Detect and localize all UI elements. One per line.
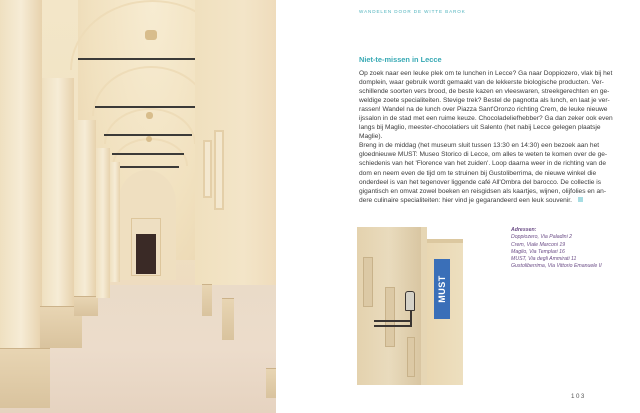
running-head: WANDELEN DOOR DE WITTE BAROK <box>359 9 466 14</box>
wall-window <box>214 130 224 210</box>
must-street-photo <box>357 227 463 385</box>
page-number: 103 <box>571 393 586 400</box>
stone-block <box>222 298 234 340</box>
address-item: Gustoliberrima, Via Vittorio Emanuele II <box>511 263 602 270</box>
end-of-article-marker-icon <box>578 197 583 202</box>
body-line: onderdeel is van het tegenover liggende café All'Ombra del barocco. De collectie is <box>359 178 602 186</box>
tie-rod <box>95 106 203 108</box>
street-lamp-icon <box>405 291 415 311</box>
lamp-pole <box>410 311 412 325</box>
facade-window <box>407 337 415 377</box>
ceiling-ornament <box>146 112 153 119</box>
ceiling-ornament <box>146 136 152 142</box>
facade-window <box>385 287 395 347</box>
body-line: weldige zoete specialiteiten. Stevige trek? Bestel de pagnotta als lunch, en laat je ver- <box>359 97 610 105</box>
address-item: MUST, Via degli Ammirati 11 <box>511 256 577 263</box>
body-line: schiedenis van het 'Florence van het zuiden'. Loop daarna weer in de richting van de <box>359 160 607 168</box>
column <box>74 120 96 310</box>
facade-window <box>363 257 373 307</box>
addresses-box <box>511 227 602 271</box>
body-line: domplein, waar gebruik wordt gemaakt van de lekkerste biologische producten. Ver- <box>359 79 604 87</box>
body-line-text: dere culinaire specialiteiten: hier vind je gegarandeerd een leuk souvenir. <box>359 196 572 204</box>
body-line: gloednieuwe MUST: Museo Storico di Lecce, om alles te weten te komen over de ge- <box>359 151 608 159</box>
column-base <box>0 348 50 408</box>
addresses-heading: Adressen: <box>511 227 537 233</box>
banner-text: MUST <box>437 275 447 303</box>
column <box>110 162 120 282</box>
address-item: Maglio, Via Templari 16 <box>511 248 565 255</box>
body-text <box>359 69 629 205</box>
arcade-photo <box>0 0 276 413</box>
wall-window <box>203 140 212 198</box>
column-base <box>74 296 98 316</box>
body-line: ijssalon in de stad met een ruime keuze. Chocoladeliefhebber? Ga dan zeker ook even <box>359 115 613 123</box>
stone-block <box>202 284 212 316</box>
section-title: Niet-te-missen in Lecce <box>359 55 442 64</box>
body-line: Op zoek naar een leuke plek om te lunchen in Lecce? Ga naar Doppiozero, vlak bij het <box>359 70 613 77</box>
address-item: Doppiozero, Via Paladini 2 <box>511 234 573 241</box>
lamp-bracket-icon <box>374 320 412 327</box>
body-line: dom en neem even de tijd om te struinen bij Gustoliberrima, de nieuwe winkel die <box>359 169 597 177</box>
cornice <box>427 239 463 243</box>
column <box>96 148 110 298</box>
address-item: Crem, Viale Marconi 19 <box>511 241 566 248</box>
column-base <box>266 368 276 398</box>
tie-rod <box>117 166 179 168</box>
body-line: Breng in de middag (het museum sluit tussen 13:30 en 14:30) een bezoek aan het <box>359 142 600 150</box>
dark-door <box>136 234 156 274</box>
tie-rod <box>112 153 184 155</box>
body-line: Maglie). <box>359 133 383 141</box>
body-line: gigantisch en omvat zowel boeken en reisgidsen als kaartjes, wijnen, olijfolies en an- <box>359 187 607 195</box>
body-line: schillende soorten vers brood, de beste kazen en vleeswaren, streekgerechten en ge- <box>359 88 610 96</box>
body-line: langs bij Maglio, meester-chocolatiers uit Salento (het nabij Lecce gelegen plaatsje <box>359 124 601 132</box>
ceiling-ornament <box>145 30 157 40</box>
column <box>0 0 42 370</box>
body-line-last <box>359 196 629 205</box>
body-line: rassen! Wandel na de lunch over Piazza Sant'Oronzo richting Crem, de leuke nieuwe <box>359 106 608 114</box>
